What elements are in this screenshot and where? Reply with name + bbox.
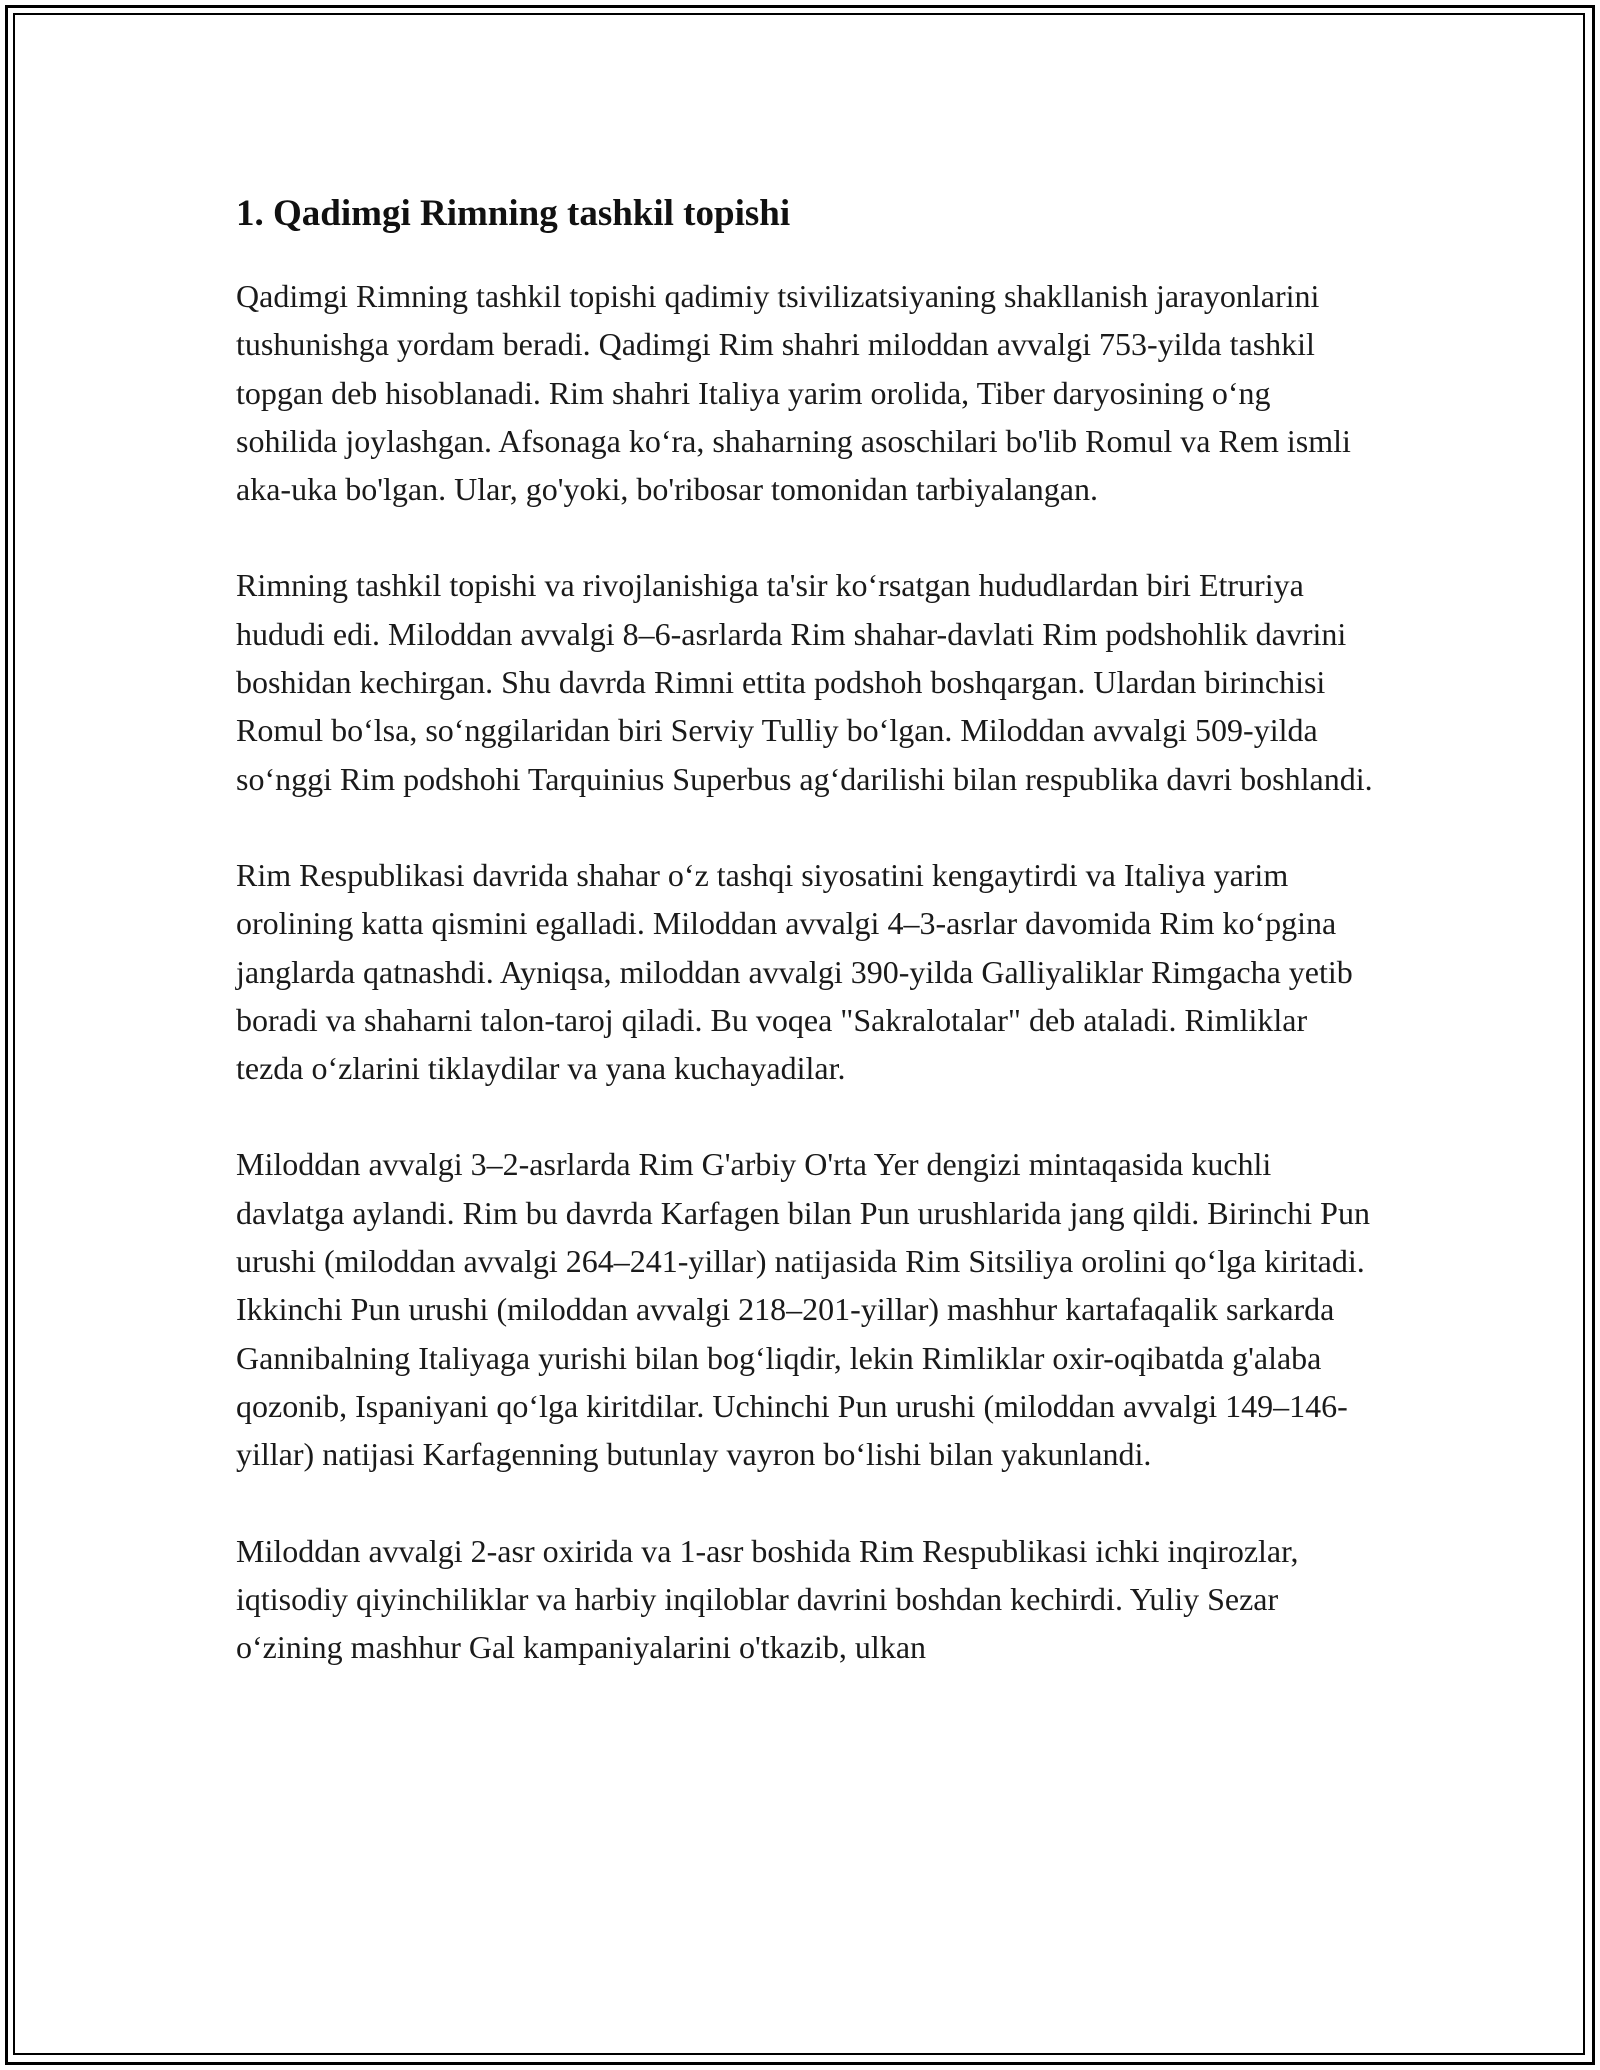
document-body xyxy=(236,184,1376,1719)
paragraph-5: Miloddan avvalgi 2-asr oxirida va 1-asr boshida Rim Respublikasi ichki inqirozlar, iqtisodiy qiyinchiliklar va harbiy inqiloblar davrini boshdan kechirdi. Yuliy Sezar o‘zining mashhur Gal kampaniyalarini o'tkazib, ulkan xyxy=(236,1532,1299,1666)
paragraph-4: Miloddan avvalgi 3–2-asrlarda Rim G'arbiy O'rta Yer dengizi mintaqasida kuchli davlatga aylandi. Rim bu davrda Karfagen bilan Pun urushlarida jang qildi. Birinchi Pun urushi (miloddan avvalgi 264–241-yillar) natijasida Rim Sitsiliya orolini qo‘lga kiritadi. Ikkinchi Pun urushi (miloddan avvalgi 218–201-yillar) mashhur kartafaqalik sarkarda Gannibalning Italiyaga yurishi bilan bog‘liqdir, lekin Rimliklar oxir-oqibatda g'alaba qozonib, Ispaniyani qo‘lga kiritdilar. Uchinchi Pun urushi (miloddan avvalgi 149–146-yillar) natijasi Karfagenning butunlay vayron bo‘lishi bilan yakunlandi. xyxy=(236,1146,1370,1473)
section-heading: 1. Qadimgi Rimning tashkil topishi xyxy=(236,193,791,234)
paragraph-1: Qadimgi Rimning tashkil topishi qadimiy tsivilizatsiyaning shakllanish jarayonlarini tushunishga yordam beradi. Qadimgi Rim shahri miloddan avvalgi 753-yilda tashkil topgan deb hisoblanadi. Rim shahri Italiya yarim orolida, Tiber daryosining o‘ng sohilida joylashgan. Afsonaga ko‘ra, shaharning asoschilari bo'lib Romul va Rem ismli aka-uka bo'lgan. Ular, go'yoki, bo'ribosar tomonidan tarbiyalangan. xyxy=(236,278,1351,508)
paragraph-3: Rim Respublikasi davrida shahar o‘z tashqi siyosatini kengaytirdi va Italiya yarim orolining katta qismini egalladi. Miloddan avvalgi 4–3-asrlar davomida Rim ko‘pgina janglarda qatnashdi. Ayniqsa, miloddan avvalgi 390-yilda Galliyaliklar Rimgacha yetib boradi va shaharni talon-taroj qiladi. Bu voqea "Sakralotalar" deb ataladi. Rimliklar tezda o‘zlarini tiklaydilar va yana kuchayadilar. xyxy=(236,856,1353,1087)
paragraph-2: Rimning tashkil topishi va rivojlanishiga ta'sir ko‘rsatgan hududlardan biri Etruriya hududi edi. Miloddan avvalgi 8–6-asrlarda Rim shahar-davlati Rim podshohlik davrini boshidan kechirgan. Shu davrda Rimni ettita podshoh boshqargan. Ulardan birinchisi Romul bo‘lsa, so‘nggilaridan biri Serviy Tulliy bo‘lgan. Miloddan avvalgi 509-yilda so‘nggi Rim podshohi Tarquinius Superbus ag‘darilishi bilan respublika davri boshlandi. xyxy=(236,567,1373,797)
